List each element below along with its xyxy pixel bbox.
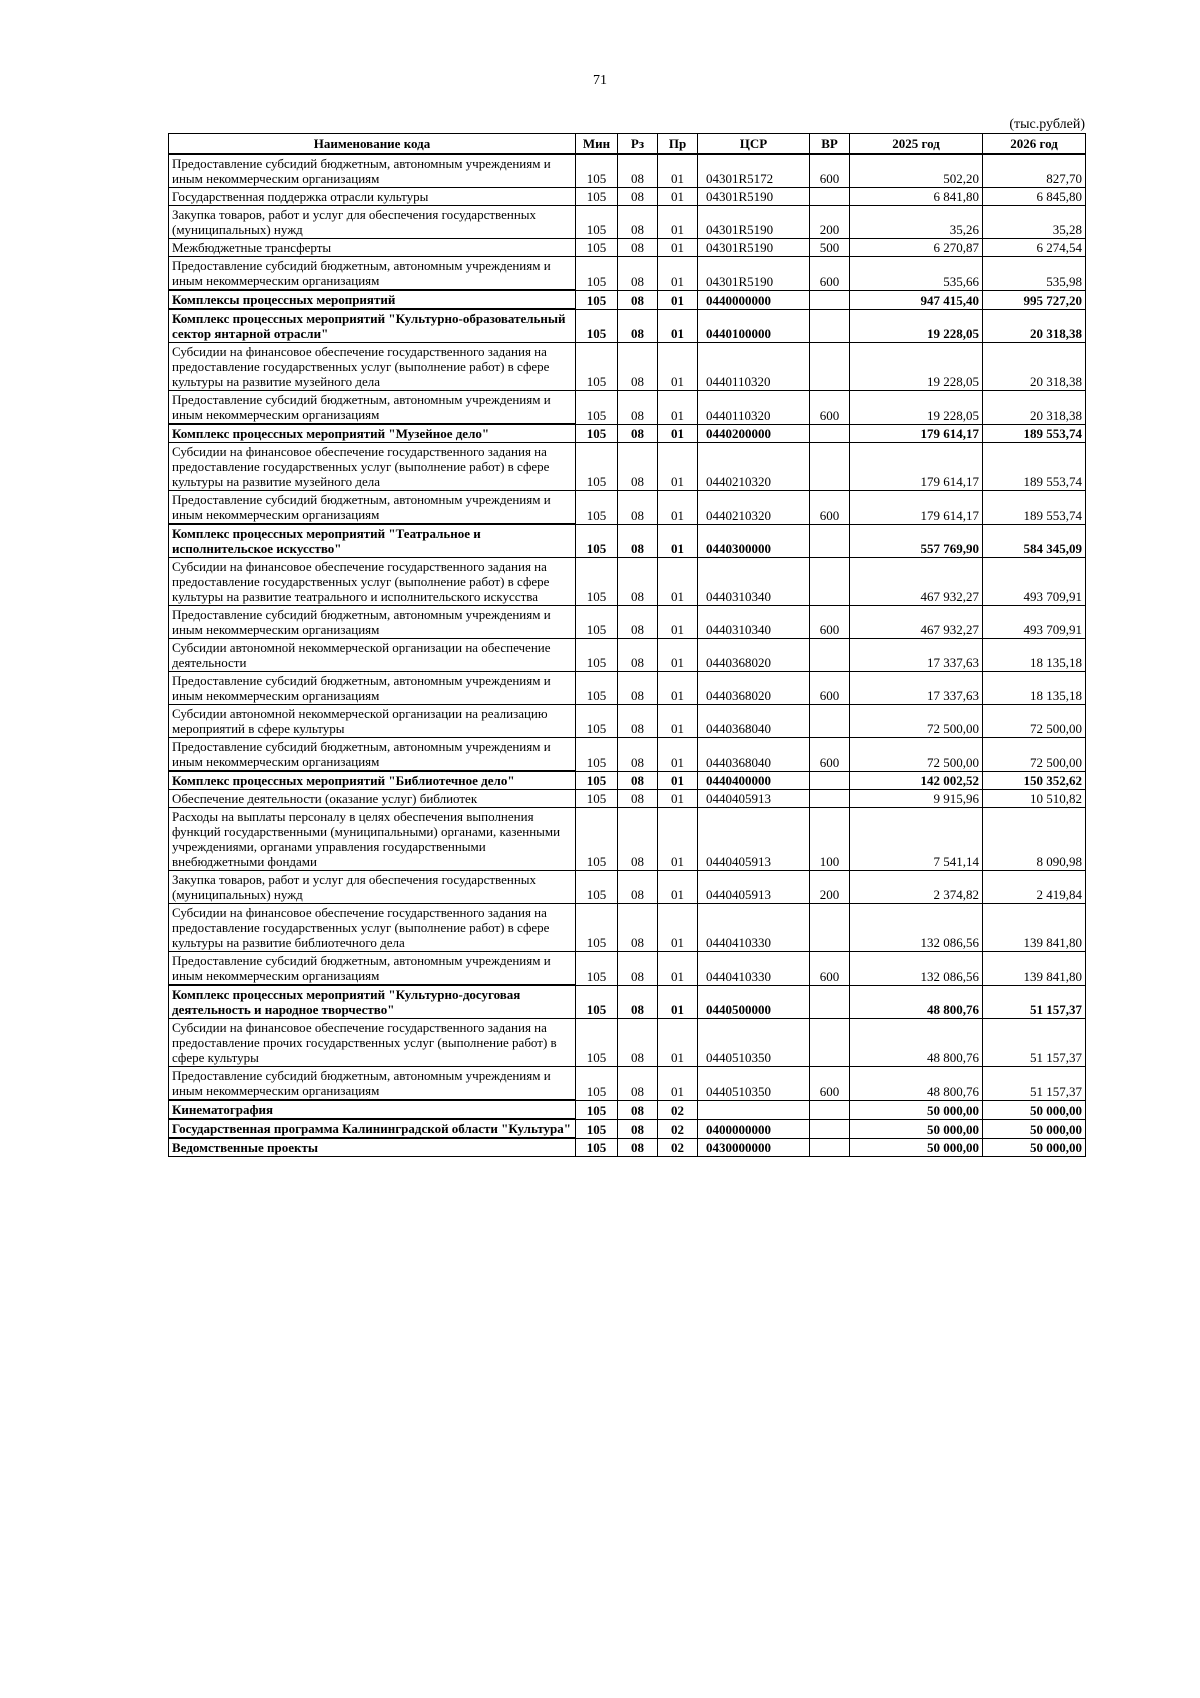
row-2025: 9 915,96: [850, 790, 983, 808]
row-2026: 493 709,91: [983, 558, 1086, 606]
row-min: 105: [576, 790, 618, 808]
row-csr: 04301R5172: [698, 154, 810, 188]
row-min: 105: [576, 738, 618, 772]
table-row: [169, 738, 1086, 772]
row-min: 105: [576, 1019, 618, 1067]
row-2025: 142 002,52: [850, 771, 983, 790]
row-csr: 04301R5190: [698, 239, 810, 257]
row-2026: 189 553,74: [983, 443, 1086, 491]
row-rz: 08: [618, 606, 658, 639]
row-2025: 50 000,00: [850, 1119, 983, 1138]
row-2025: 48 800,76: [850, 1019, 983, 1067]
row-vr: 600: [810, 491, 850, 525]
row-min: 105: [576, 154, 618, 188]
row-csr: [698, 1100, 810, 1119]
row-vr: 600: [810, 257, 850, 291]
row-csr: 0440405913: [698, 871, 810, 904]
row-pr: 01: [658, 952, 698, 986]
row-pr: 01: [658, 309, 698, 343]
table-row: [169, 639, 1086, 672]
row-pr: 01: [658, 790, 698, 808]
row-min: 105: [576, 952, 618, 986]
row-rz: 08: [618, 206, 658, 239]
row-pr: 01: [658, 424, 698, 443]
row-pr: 01: [658, 391, 698, 425]
row-rz: 08: [618, 808, 658, 871]
row-2025: 179 614,17: [850, 443, 983, 491]
row-csr: 0440405913: [698, 790, 810, 808]
row-2025: 6 270,87: [850, 239, 983, 257]
row-min: 105: [576, 443, 618, 491]
row-csr: 0440405913: [698, 808, 810, 871]
row-rz: 08: [618, 705, 658, 738]
row-rz: 08: [618, 424, 658, 443]
row-2026: 20 318,38: [983, 343, 1086, 391]
row-min: 105: [576, 1138, 618, 1157]
row-min: 105: [576, 771, 618, 790]
row-2025: 535,66: [850, 257, 983, 291]
row-pr: 01: [658, 871, 698, 904]
row-2025: 132 086,56: [850, 952, 983, 986]
row-vr: [810, 705, 850, 738]
row-vr: [810, 343, 850, 391]
table-row: [169, 309, 1086, 343]
row-vr: 600: [810, 672, 850, 705]
row-2026: 72 500,00: [983, 738, 1086, 772]
row-name: Предоставление субсидий бюджетным, автономным учреждениям и иным некоммерческим организациям: [169, 672, 576, 705]
table-row: [169, 558, 1086, 606]
page-number: 71: [593, 73, 607, 88]
row-min: 105: [576, 524, 618, 558]
table-row: [169, 391, 1086, 425]
row-csr: 0440310340: [698, 606, 810, 639]
row-rz: 08: [618, 771, 658, 790]
table-row: [169, 524, 1086, 558]
row-vr: [810, 188, 850, 206]
row-pr: 01: [658, 985, 698, 1019]
row-vr: 200: [810, 871, 850, 904]
row-rz: 08: [618, 558, 658, 606]
row-2026: 51 157,37: [983, 1019, 1086, 1067]
row-min: 105: [576, 904, 618, 952]
row-name: Субсидии автономной некоммерческой организации на реализацию мероприятий в сфере культуры: [169, 705, 576, 738]
row-csr: 0440310340: [698, 558, 810, 606]
table-row: [169, 1100, 1086, 1119]
row-name: Предоставление субсидий бюджетным, автономным учреждениям и иным некоммерческим организациям: [169, 154, 576, 188]
row-vr: 600: [810, 952, 850, 986]
row-pr: 01: [658, 606, 698, 639]
row-2026: 8 090,98: [983, 808, 1086, 871]
row-name: Расходы на выплаты персоналу в целях обеспечения выполнения функций государственными (муниципальными) органами, казенными учреждениями, органами управления государственными внебюджетными фондами: [169, 808, 576, 871]
row-vr: [810, 771, 850, 790]
row-rz: 08: [618, 343, 658, 391]
header-2026: 2026 год: [983, 134, 1086, 155]
row-rz: 08: [618, 491, 658, 525]
row-csr: 0440100000: [698, 309, 810, 343]
row-name: Предоставление субсидий бюджетным, автономным учреждениям и иным некоммерческим организациям: [169, 257, 576, 291]
row-csr: 04301R5190: [698, 206, 810, 239]
table-row: [169, 1119, 1086, 1138]
table-row: [169, 1067, 1086, 1101]
header-vr: ВР: [810, 134, 850, 155]
row-2026: 827,70: [983, 154, 1086, 188]
row-csr: 0440510350: [698, 1019, 810, 1067]
row-pr: 01: [658, 705, 698, 738]
row-2025: 17 337,63: [850, 639, 983, 672]
row-2026: 995 727,20: [983, 290, 1086, 309]
row-name: Предоставление субсидий бюджетным, автономным учреждениям и иным некоммерческим организациям: [169, 606, 576, 639]
row-vr: 600: [810, 391, 850, 425]
row-csr: 04301R5190: [698, 188, 810, 206]
table-row: [169, 808, 1086, 871]
header-rz: Рз: [618, 134, 658, 155]
row-rz: 08: [618, 904, 658, 952]
row-name: Комплекс процессных мероприятий "Музейное дело": [169, 424, 576, 443]
row-2026: 35,28: [983, 206, 1086, 239]
row-csr: 0440210320: [698, 491, 810, 525]
row-rz: 08: [618, 443, 658, 491]
table-row: [169, 952, 1086, 986]
row-name: Государственная программа Калининградской области "Культура": [169, 1119, 576, 1138]
row-2026: 535,98: [983, 257, 1086, 291]
header-pr: Пр: [658, 134, 698, 155]
row-vr: [810, 790, 850, 808]
row-pr: 02: [658, 1138, 698, 1157]
row-2026: 493 709,91: [983, 606, 1086, 639]
row-rz: 08: [618, 290, 658, 309]
header-csr: ЦСР: [698, 134, 810, 155]
row-2026: 20 318,38: [983, 391, 1086, 425]
row-vr: 600: [810, 154, 850, 188]
table-row: [169, 290, 1086, 309]
row-vr: [810, 558, 850, 606]
header-min: Мин: [576, 134, 618, 155]
row-min: 105: [576, 1119, 618, 1138]
row-2025: 48 800,76: [850, 1067, 983, 1101]
row-pr: 01: [658, 524, 698, 558]
row-vr: 100: [810, 808, 850, 871]
row-name: Государственная поддержка отрасли культуры: [169, 188, 576, 206]
row-vr: [810, 309, 850, 343]
row-2025: 19 228,05: [850, 391, 983, 425]
table-row: [169, 206, 1086, 239]
row-2026: 50 000,00: [983, 1100, 1086, 1119]
row-pr: 02: [658, 1100, 698, 1119]
row-csr: 0430000000: [698, 1138, 810, 1157]
row-csr: 0440210320: [698, 443, 810, 491]
row-name: Комплекс процессных мероприятий "Культурно-досуговая деятельность и народное творчество": [169, 985, 576, 1019]
row-pr: 01: [658, 443, 698, 491]
row-name: Комплекс процессных мероприятий "Библиотечное дело": [169, 771, 576, 790]
row-2025: 72 500,00: [850, 705, 983, 738]
row-2025: 17 337,63: [850, 672, 983, 705]
row-name: Предоставление субсидий бюджетным, автономным учреждениям и иным некоммерческим организациям: [169, 391, 576, 425]
header-name: Наименование кода: [169, 134, 576, 155]
row-name: Предоставление субсидий бюджетным, автономным учреждениям и иным некоммерческим организациям: [169, 952, 576, 986]
row-pr: 01: [658, 239, 698, 257]
row-csr: 0440368020: [698, 639, 810, 672]
row-vr: [810, 904, 850, 952]
row-2026: 50 000,00: [983, 1138, 1086, 1157]
row-rz: 08: [618, 239, 658, 257]
table-row: [169, 491, 1086, 525]
row-pr: 01: [658, 343, 698, 391]
row-rz: 08: [618, 790, 658, 808]
row-name: Ведомственные проекты: [169, 1138, 576, 1157]
row-min: 105: [576, 672, 618, 705]
row-min: 105: [576, 343, 618, 391]
row-rz: 08: [618, 1138, 658, 1157]
row-2025: 19 228,05: [850, 309, 983, 343]
row-name: Субсидии на финансовое обеспечение государственного задания на предоставление государственных услуг (выполнение работ) в сфере культуры на развитие театрального и исполнительского искусства: [169, 558, 576, 606]
row-min: 105: [576, 871, 618, 904]
row-2025: 72 500,00: [850, 738, 983, 772]
row-vr: 600: [810, 738, 850, 772]
row-name: Предоставление субсидий бюджетным, автономным учреждениям и иным некоммерческим организациям: [169, 1067, 576, 1101]
row-2025: 467 932,27: [850, 558, 983, 606]
table-row: [169, 606, 1086, 639]
row-rz: 08: [618, 639, 658, 672]
row-min: 105: [576, 290, 618, 309]
row-pr: 01: [658, 290, 698, 309]
row-csr: 0440110320: [698, 391, 810, 425]
row-name: Закупка товаров, работ и услуг для обеспечения государственных (муниципальных) нужд: [169, 206, 576, 239]
row-vr: [810, 290, 850, 309]
row-csr: 0440200000: [698, 424, 810, 443]
table-row: [169, 343, 1086, 391]
row-rz: 08: [618, 1100, 658, 1119]
row-csr: 0440400000: [698, 771, 810, 790]
row-name: Закупка товаров, работ и услуг для обеспечения государственных (муниципальных) нужд: [169, 871, 576, 904]
row-vr: [810, 524, 850, 558]
row-2026: 6 274,54: [983, 239, 1086, 257]
row-vr: 200: [810, 206, 850, 239]
row-vr: [810, 443, 850, 491]
row-2025: 947 415,40: [850, 290, 983, 309]
table-header: [169, 134, 1086, 155]
row-2025: 50 000,00: [850, 1138, 983, 1157]
row-min: 105: [576, 309, 618, 343]
row-pr: 01: [658, 491, 698, 525]
row-pr: 01: [658, 771, 698, 790]
row-rz: 08: [618, 871, 658, 904]
row-min: 105: [576, 188, 618, 206]
row-csr: 0440410330: [698, 952, 810, 986]
row-min: 105: [576, 558, 618, 606]
header-2025: 2025 год: [850, 134, 983, 155]
row-rz: 08: [618, 524, 658, 558]
row-pr: 01: [658, 738, 698, 772]
table-row: [169, 1138, 1086, 1157]
row-csr: 0440410330: [698, 904, 810, 952]
table-body: [169, 154, 1086, 1157]
row-2026: 50 000,00: [983, 1119, 1086, 1138]
row-rz: 08: [618, 309, 658, 343]
row-name: Межбюджетные трансферты: [169, 239, 576, 257]
table-row: [169, 790, 1086, 808]
row-pr: 02: [658, 1119, 698, 1138]
row-rz: 08: [618, 985, 658, 1019]
row-min: 105: [576, 491, 618, 525]
row-pr: 01: [658, 808, 698, 871]
row-rz: 08: [618, 1119, 658, 1138]
table-row: [169, 985, 1086, 1019]
table-row: [169, 672, 1086, 705]
row-pr: 01: [658, 1019, 698, 1067]
row-csr: 0440510350: [698, 1067, 810, 1101]
row-2025: 6 841,80: [850, 188, 983, 206]
row-min: 105: [576, 808, 618, 871]
row-min: 105: [576, 639, 618, 672]
row-min: 105: [576, 424, 618, 443]
row-2025: 50 000,00: [850, 1100, 983, 1119]
row-vr: [810, 1100, 850, 1119]
row-name: Комплекс процессных мероприятий "Культурно-образовательный сектор янтарной отрасли": [169, 309, 576, 343]
table-row: [169, 154, 1086, 188]
row-rz: 08: [618, 391, 658, 425]
row-2025: 35,26: [850, 206, 983, 239]
row-name: Субсидии на финансовое обеспечение государственного задания на предоставление государственных услуг (выполнение работ) в сфере культуры на развитие музейного дела: [169, 343, 576, 391]
row-csr: 0440368040: [698, 705, 810, 738]
row-rz: 08: [618, 1067, 658, 1101]
table-row: [169, 443, 1086, 491]
row-2026: 18 135,18: [983, 672, 1086, 705]
table-row: [169, 424, 1086, 443]
row-name: Предоставление субсидий бюджетным, автономным учреждениям и иным некоммерческим организациям: [169, 491, 576, 525]
table-row: [169, 188, 1086, 206]
row-2026: 584 345,09: [983, 524, 1086, 558]
units-label: (тыс.рублей): [1009, 117, 1085, 132]
row-2026: 189 553,74: [983, 491, 1086, 525]
table-row: [169, 257, 1086, 291]
row-2026: 72 500,00: [983, 705, 1086, 738]
row-csr: 0440500000: [698, 985, 810, 1019]
row-2025: 179 614,17: [850, 491, 983, 525]
row-min: 105: [576, 985, 618, 1019]
row-csr: 0400000000: [698, 1119, 810, 1138]
row-min: 105: [576, 606, 618, 639]
row-rz: 08: [618, 257, 658, 291]
row-min: 105: [576, 705, 618, 738]
row-rz: 08: [618, 738, 658, 772]
row-2026: 150 352,62: [983, 771, 1086, 790]
row-2025: 467 932,27: [850, 606, 983, 639]
row-vr: [810, 1138, 850, 1157]
row-csr: 0440300000: [698, 524, 810, 558]
row-name: Комплексы процессных мероприятий: [169, 290, 576, 309]
row-rz: 08: [618, 1019, 658, 1067]
row-2025: 48 800,76: [850, 985, 983, 1019]
budget-table: [168, 133, 1086, 1157]
row-vr: 600: [810, 1067, 850, 1101]
row-csr: 04301R5190: [698, 257, 810, 291]
row-2025: 502,20: [850, 154, 983, 188]
row-csr: 0440110320: [698, 343, 810, 391]
row-2026: 51 157,37: [983, 985, 1086, 1019]
row-rz: 08: [618, 672, 658, 705]
row-min: 105: [576, 206, 618, 239]
row-min: 105: [576, 1100, 618, 1119]
row-rz: 08: [618, 952, 658, 986]
row-name: Субсидии на финансовое обеспечение государственного задания на предоставление прочих государственных услуг (выполнение работ) в сфере культуры: [169, 1019, 576, 1067]
row-2025: 2 374,82: [850, 871, 983, 904]
row-pr: 01: [658, 1067, 698, 1101]
row-2026: 51 157,37: [983, 1067, 1086, 1101]
row-2026: 189 553,74: [983, 424, 1086, 443]
row-name: Субсидии на финансовое обеспечение государственного задания на предоставление государственных услуг (выполнение работ) в сфере культуры на развитие библиотечного дела: [169, 904, 576, 952]
row-2026: 6 845,80: [983, 188, 1086, 206]
row-vr: [810, 424, 850, 443]
row-name: Комплекс процессных мероприятий "Театральное и исполнительское искусство": [169, 524, 576, 558]
row-pr: 01: [658, 904, 698, 952]
row-pr: 01: [658, 639, 698, 672]
row-2026: 20 318,38: [983, 309, 1086, 343]
row-pr: 01: [658, 188, 698, 206]
row-name: Обеспечение деятельности (оказание услуг) библиотек: [169, 790, 576, 808]
row-min: 105: [576, 1067, 618, 1101]
row-2026: 2 419,84: [983, 871, 1086, 904]
row-vr: [810, 1119, 850, 1138]
row-vr: [810, 1019, 850, 1067]
row-vr: [810, 985, 850, 1019]
row-2025: 7 541,14: [850, 808, 983, 871]
row-2025: 132 086,56: [850, 904, 983, 952]
row-csr: 0440368040: [698, 738, 810, 772]
table-row: [169, 904, 1086, 952]
row-name: Субсидии на финансовое обеспечение государственного задания на предоставление государственных услуг (выполнение работ) в сфере культуры на развитие музейного дела: [169, 443, 576, 491]
row-name: Субсидии автономной некоммерческой организации на обеспечение деятельности: [169, 639, 576, 672]
row-vr: 500: [810, 239, 850, 257]
row-2026: 18 135,18: [983, 639, 1086, 672]
table-row: [169, 871, 1086, 904]
table-row: [169, 705, 1086, 738]
row-pr: 01: [658, 558, 698, 606]
row-2025: 179 614,17: [850, 424, 983, 443]
row-csr: 0440000000: [698, 290, 810, 309]
row-min: 105: [576, 257, 618, 291]
row-vr: [810, 639, 850, 672]
row-rz: 08: [618, 188, 658, 206]
row-2026: 10 510,82: [983, 790, 1086, 808]
header-row: [169, 134, 1086, 155]
row-2025: 19 228,05: [850, 343, 983, 391]
row-pr: 01: [658, 154, 698, 188]
row-pr: 01: [658, 257, 698, 291]
row-name: Кинематография: [169, 1100, 576, 1119]
row-vr: 600: [810, 606, 850, 639]
row-2026: 139 841,80: [983, 952, 1086, 986]
row-pr: 01: [658, 206, 698, 239]
row-min: 105: [576, 391, 618, 425]
row-2025: 557 769,90: [850, 524, 983, 558]
row-name: Предоставление субсидий бюджетным, автономным учреждениям и иным некоммерческим организациям: [169, 738, 576, 772]
row-pr: 01: [658, 672, 698, 705]
table-row: [169, 1019, 1086, 1067]
row-min: 105: [576, 239, 618, 257]
table-row: [169, 771, 1086, 790]
row-csr: 0440368020: [698, 672, 810, 705]
table-row: [169, 239, 1086, 257]
row-rz: 08: [618, 154, 658, 188]
row-2026: 139 841,80: [983, 904, 1086, 952]
